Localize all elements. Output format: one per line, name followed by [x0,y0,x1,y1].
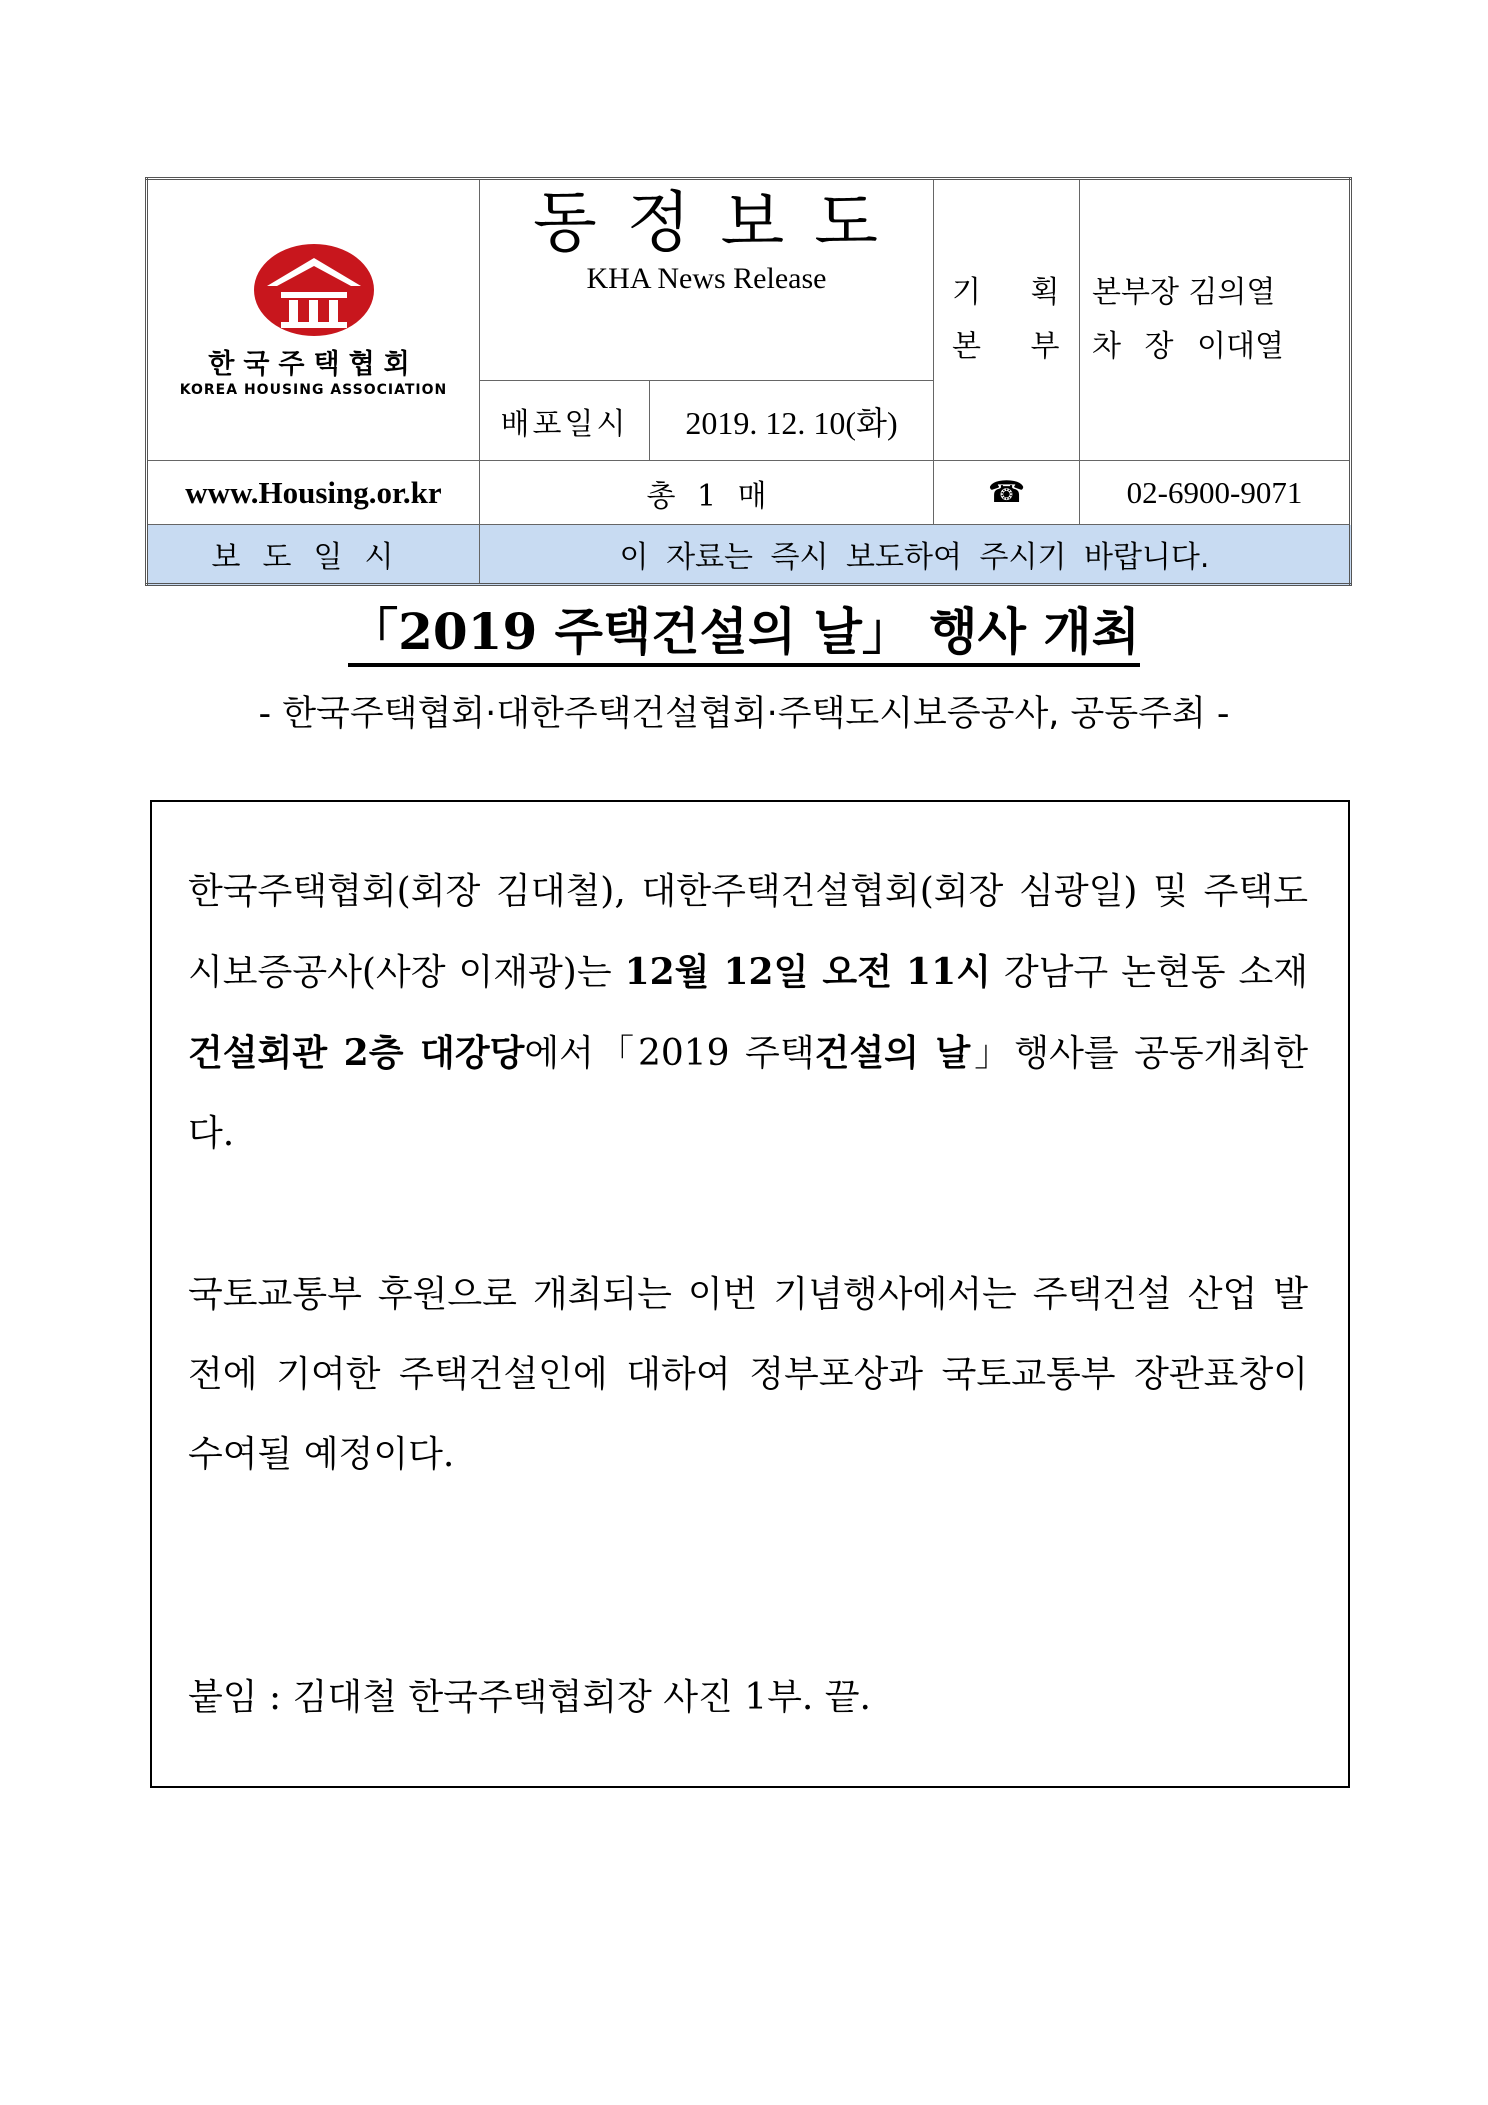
headline [0,592,1488,664]
p1-event-name: 건설의 날 [814,1032,971,1074]
manager-line2: 차 장 이대열 [1092,329,1284,364]
release-title-cell [480,179,934,381]
p1-text-1: 한국주택협회(회장 김대철), 대한주택건설협회(회장 심광일) 및 주택도시보증공사(사장 이재광)는 [188,871,1308,993]
org-name-en: KOREA HOUSING ASSOCIATION [179,382,448,398]
p1-text-4: 」행사를 공동개최한다. [188,1033,1309,1154]
org-name-kr: 한국주택협회 [208,349,419,380]
phone-icon: ☎ [934,461,1080,525]
org-logo-cell [147,179,480,461]
subheadline: - 한국주택협회·대한주택건설협회·주택도시보증공사, 공동주최 - [258,694,1230,734]
kha-logo-icon [253,242,375,338]
phone-number: 02-6900-9071 [1080,461,1351,525]
release-subtitle: KHA News Release [586,262,827,295]
body-paragraph-1 [188,852,1308,1174]
p1-text-3: 에서「2019 주택 [524,1033,815,1074]
attachment-note: 붙임 : 김대철 한국주택협회장 사진 1부. 끝. [188,1677,871,1718]
body-paragraph-2: 국토교통부 후원으로 개최되는 이번 기념행사에서는 주택건설 산업 발전에 기여한 주택건설인에 대하여 정부포상과 국토교통부 장관표창이 수여될 예정이다. [188,1274,1308,1475]
p1-text-2: 강남구 논현동 소재 [990,952,1309,993]
manager-line1: 본부장 김의열 [1092,275,1276,310]
manager-cell [1080,179,1351,461]
dept-line2: 본 부 [952,329,1060,364]
date-value: 2019. 12. 10(화) [650,381,934,461]
embargo-label: 보도일시 [147,525,480,585]
p1-venue: 건설회관 2층 대강당 [188,1032,525,1074]
dept-line1: 기 획 [952,275,1060,310]
dept-cell [934,179,1080,461]
p1-event-time: 12월 12일 오전 11시 [624,951,991,993]
website-link[interactable]: www.Housing.or.kr [147,461,480,525]
date-label: 배포일시 [480,381,650,461]
embargo-text: 이 자료는 즉시 보도하여 주시기 바랍니다. [480,525,1351,585]
headline-text: 「2019 주택건설의 날」 행사 개최 [348,602,1140,667]
release-header-table [145,177,1352,586]
release-title: 동정보도 [532,184,909,261]
page-count: 총 1 매 [480,461,934,525]
